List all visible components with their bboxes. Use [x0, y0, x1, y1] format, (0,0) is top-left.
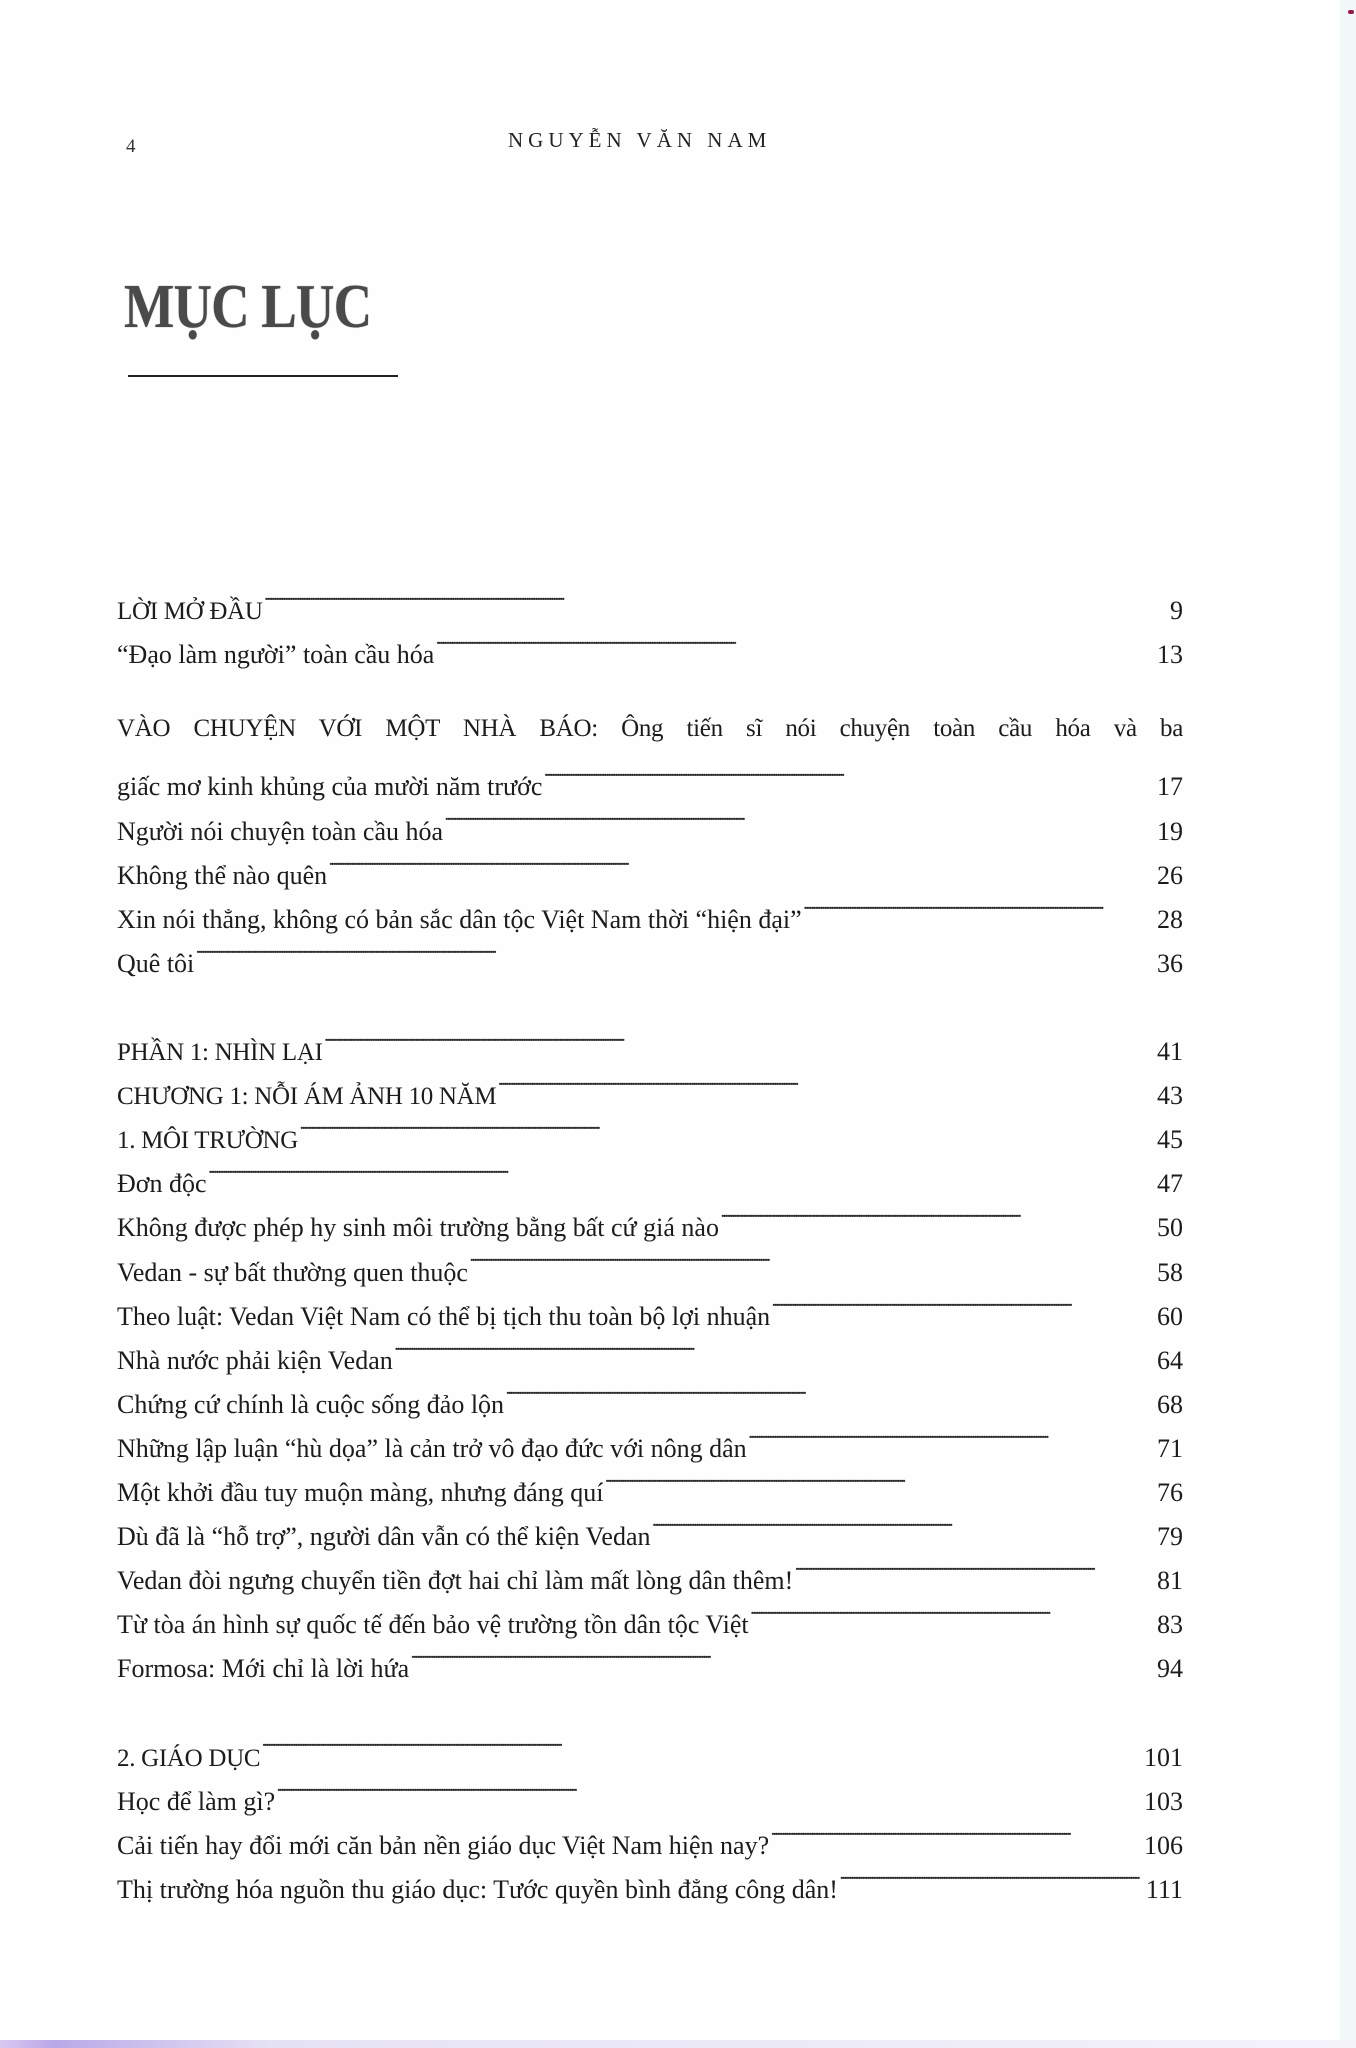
- dot-leader: [721, 1192, 1155, 1236]
- toc-page-number: 79: [1157, 1522, 1183, 1552]
- toc-page-number: 106: [1144, 1830, 1183, 1860]
- toc-entry-title: 2. GIÁO DỤC: [117, 1744, 261, 1772]
- toc-page-number: 101: [1144, 1742, 1183, 1772]
- toc-page-number: 60: [1157, 1301, 1183, 1331]
- dot-leader: [196, 928, 1155, 972]
- dot-leader: [605, 1457, 1155, 1501]
- toc-entry-title: Chứng cứ chính là cuộc sống đảo lộn: [117, 1389, 505, 1419]
- toc-heading-entry[interactable]: [117, 1016, 1183, 1067]
- dot-leader: [209, 1148, 1155, 1192]
- toc-page-number: 45: [1157, 1125, 1183, 1155]
- toc-entry-title: Không được phép hy sinh môi trường bằng bất cứ giá nào: [117, 1213, 719, 1243]
- dot-leader: [265, 575, 1168, 619]
- dot-leader: [411, 1633, 1155, 1677]
- toc-entry-title: Nhà nước phải kiện Vedan: [117, 1345, 393, 1375]
- toc-entry[interactable]: [117, 1148, 1183, 1199]
- toc-page-number: 36: [1157, 948, 1183, 978]
- toc-page-number: 58: [1157, 1257, 1183, 1287]
- dot-leader: [749, 1413, 1155, 1457]
- toc-heading-entry[interactable]: [117, 575, 1183, 626]
- dot-leader: [795, 1545, 1155, 1589]
- table-of-contents: [117, 575, 1183, 1904]
- toc-page-number: 81: [1157, 1566, 1183, 1596]
- toc-entry-title: Formosa: Mới chỉ là lời hứa: [117, 1654, 410, 1684]
- toc-entry-title: 1. MÔI TRƯỜNG: [117, 1127, 299, 1155]
- toc-entry-title: Xin nói thẳng, không có bản sắc dân tộc Việt Nam thời “hiện đại”: [117, 904, 802, 934]
- dot-leader: [262, 1721, 1142, 1765]
- toc-page-number: 13: [1157, 640, 1183, 670]
- toc-page-number: 76: [1157, 1477, 1183, 1507]
- toc-entry-title: Vedan đòi ngưng chuyển tiền đợt hai chỉ làm mất lòng dân thêm!: [117, 1566, 794, 1596]
- toc-entry-title: Học để làm gì?: [117, 1786, 276, 1816]
- page-title: MỤC LỤC: [124, 273, 372, 341]
- toc-entry-title: Đơn độc: [117, 1169, 207, 1199]
- dot-leader: [470, 1236, 1155, 1280]
- toc-entry-title: Một khởi đầu tuy muộn màng, nhưng đáng quí: [117, 1477, 604, 1507]
- toc-entry[interactable]: [117, 928, 1183, 978]
- toc-group-spacer: [117, 972, 1183, 1016]
- toc-entry-title: Theo luật: Vedan Việt Nam có thể bị tịch thu toàn bộ lợi nhuận: [117, 1301, 771, 1331]
- toc-page-number: 41: [1157, 1037, 1183, 1067]
- toc-entry-title: “Đạo làm người” toàn cầu hóa: [117, 640, 435, 670]
- dot-leader: [506, 1369, 1155, 1413]
- page-edge-right: [1340, 0, 1356, 2048]
- toc-entry-title: giấc mơ kinh khủng của mười năm trước: [117, 772, 543, 802]
- toc-entry-title: VÀO CHUYỆN VỚI MỘT NHÀ BÁO: Ông tiến sĩ nói chuyện toàn cầu hóa và ba: [117, 715, 1183, 743]
- running-head-author: NGUYỄN VĂN NAM: [508, 128, 772, 152]
- toc-heading-entry[interactable]: [117, 1721, 1183, 1772]
- dot-leader: [498, 1060, 1155, 1104]
- toc-page-number: 17: [1157, 772, 1183, 802]
- toc-entry-title: Không thể nào quên: [117, 860, 328, 890]
- toc-entry-title: Từ tòa án hình sự quốc tế đến bảo vệ trường tồn dân tộc Việt: [117, 1610, 749, 1640]
- toc-entry-title: Những lập luận “hù dọa” là cản trở vô đạo đức với nông dân: [117, 1433, 747, 1463]
- dot-leader: [325, 1016, 1155, 1060]
- toc-page-number: 47: [1157, 1169, 1183, 1199]
- toc-entry[interactable]: [117, 1192, 1183, 1243]
- toc-page-number: 71: [1157, 1433, 1183, 1463]
- dot-leader: [436, 619, 1155, 663]
- dot-leader: [329, 840, 1155, 884]
- toc-page-number: 9: [1170, 596, 1183, 626]
- toc-page-number: 64: [1157, 1345, 1183, 1375]
- dot-leader: [277, 1766, 1142, 1810]
- dot-leader: [544, 751, 1155, 795]
- toc-page-number: 83: [1157, 1610, 1183, 1640]
- toc-entry-title: CHƯƠNG 1: NỖI ÁM ẢNH 10 NĂM: [117, 1083, 497, 1111]
- toc-entry[interactable]: [117, 751, 1183, 802]
- toc-page-number: 111: [1145, 1874, 1183, 1904]
- dot-leader: [445, 795, 1155, 839]
- toc-entry[interactable]: [117, 1766, 1183, 1816]
- toc-entry-title: Quê tôi: [117, 948, 195, 978]
- dot-leader: [395, 1325, 1155, 1369]
- toc-entry-title: PHẦN 1: NHÌN LẠI: [117, 1039, 323, 1067]
- page-edge-bottom: [0, 2040, 1356, 2048]
- toc-entry-title: Thị trường hóa nguồn thu giáo dục: Tước quyền bình đẳng công dân!: [117, 1874, 838, 1904]
- toc-entry-title: Người nói chuyện toàn cầu hóa: [117, 816, 444, 846]
- toc-page-number: 94: [1157, 1654, 1183, 1684]
- toc-page-number: 68: [1157, 1389, 1183, 1419]
- toc-page-number: 28: [1157, 904, 1183, 934]
- dot-leader: [804, 884, 1155, 928]
- title-divider: [128, 375, 398, 377]
- toc-page-number: 26: [1157, 860, 1183, 890]
- toc-entry-title: Cải tiến hay đổi mới căn bản nền giáo dục Việt Nam hiện nay?: [117, 1830, 770, 1860]
- dot-leader: [653, 1501, 1155, 1545]
- dot-leader: [751, 1589, 1155, 1633]
- toc-heading-entry[interactable]: [117, 707, 1183, 751]
- toc-page-number: 19: [1157, 816, 1183, 846]
- scan-mark: [1348, 10, 1354, 14]
- toc-page-number: 103: [1144, 1786, 1183, 1816]
- toc-entry-title: Vedan - sự bất thường quen thuộc: [117, 1257, 468, 1287]
- page-number: 4: [126, 136, 136, 157]
- toc-page-number: 43: [1157, 1081, 1183, 1111]
- dot-leader: [840, 1854, 1144, 1898]
- toc-entry[interactable]: [117, 1810, 1183, 1860]
- toc-entry-title: LỜI MỞ ĐẦU: [117, 598, 263, 626]
- toc-page-number: 50: [1157, 1213, 1183, 1243]
- dot-leader: [300, 1104, 1155, 1148]
- toc-entry-title: Dù đã là “hỗ trợ”, người dân vẫn có thể kiện Vedan: [117, 1522, 651, 1552]
- toc-entry[interactable]: [117, 619, 1183, 670]
- dot-leader: [772, 1281, 1155, 1325]
- dot-leader: [771, 1810, 1142, 1854]
